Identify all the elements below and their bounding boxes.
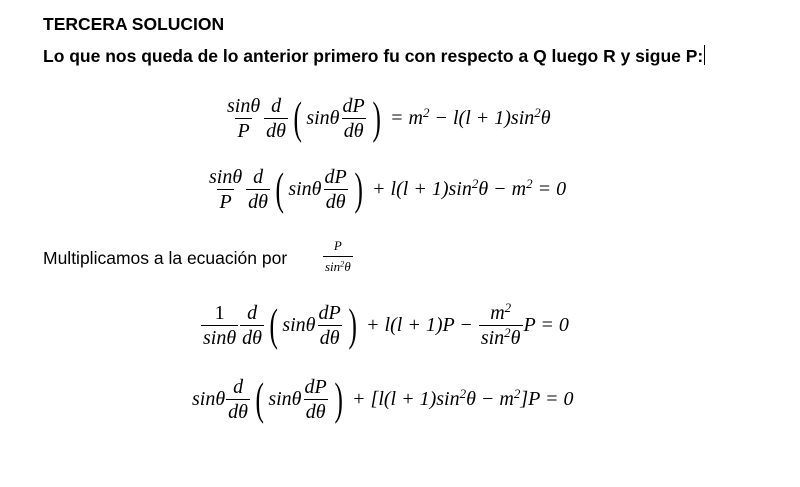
equation-2 (206, 163, 567, 214)
eq4-frac2-denominator: dθ (228, 400, 248, 423)
eq3-frac4-num-exp: 2 (504, 299, 512, 315)
eq2-frac2-numerator: d (253, 165, 264, 188)
eq3-m2-over-sin2 (479, 299, 523, 349)
eq3-rhs: P = 0 (523, 314, 569, 336)
eq1-rhs-b: − l(l + 1)sin (429, 107, 535, 129)
eq2-fraction-sin-over-p (207, 167, 244, 212)
eq3-frac3-numerator: dP (318, 301, 341, 324)
eq3-inner-sin: sinθ (282, 314, 316, 336)
eq2-frac1-denominator: P (219, 190, 232, 213)
eq4-inner-sin: sinθ (268, 388, 302, 410)
eq1-rhs (385, 104, 551, 129)
eq2-frac3-numerator: dP (324, 165, 347, 188)
eq2-left-paren: ( (275, 163, 284, 214)
eq3-frac4-den-exp: 2 (504, 324, 511, 340)
eq2-inner-sin: sinθ (288, 178, 322, 200)
eq1-frac3-numerator: dP (342, 94, 365, 117)
eq1-rhs-a: = m (390, 107, 423, 129)
eq1-frac2-numerator: d (271, 94, 282, 117)
eq1-fraction-sin-over-p (225, 96, 262, 141)
eq3-frac2-numerator: d (247, 301, 258, 324)
eq3-left-paren: ( (269, 299, 278, 350)
eq4-rhs-b: θ − m (466, 388, 514, 410)
eq2-frac1-numerator: sinθ (209, 165, 243, 188)
eq4-rhs-exp2: 2 (513, 385, 521, 401)
eq2-derivative-operator (246, 167, 270, 212)
eq3-mid-text: + l(l + 1)P − (366, 314, 473, 336)
eq1-inner-sin: sinθ (306, 107, 340, 129)
eq4-left-paren: ( (255, 373, 264, 424)
inline-fraction-denominator (323, 256, 353, 275)
eq3-frac4-num-base: m (490, 301, 505, 324)
eq4-rhs-a: + [l(l + 1)sin (352, 388, 460, 410)
inline-den-base: sin (325, 259, 341, 274)
inline-den-tail: θ (344, 259, 351, 274)
eq4-frac3-denominator: dθ (305, 400, 326, 423)
eq2-rhs-exp2: 2 (526, 175, 533, 191)
eq1-frac2-denominator: dθ (266, 119, 286, 142)
eq1-rhs-exp: 2 (423, 104, 430, 120)
eq2-rhs (367, 175, 567, 200)
eq2-frac2-denominator: dθ (248, 190, 268, 213)
eq1-derivative-operator (264, 96, 288, 141)
eq3-frac4-den-base: sin (480, 326, 505, 349)
eq4-derivative-operator (226, 377, 250, 422)
eq4-frac2-numerator: d (233, 375, 244, 398)
eq1-right-paren: ) (372, 92, 381, 143)
eq4-rhs-exp: 2 (459, 385, 467, 401)
eq4-frac3-numerator: dP (304, 375, 327, 398)
eq1-frac3-denominator: dθ (343, 119, 364, 142)
eq1-left-paren: ( (293, 92, 302, 143)
inline-den-exp: 2 (340, 258, 345, 269)
eq4-rhs (347, 385, 574, 410)
eq3-frac1-numerator: 1 (214, 301, 225, 324)
eq3-frac3-denominator: dθ (319, 326, 340, 349)
lead-sentence[interactable] (43, 45, 705, 67)
eq3-frac4-den-tail: θ (510, 326, 521, 349)
eq1-dp-dtheta (341, 96, 367, 141)
eq3-dp-dtheta (317, 303, 343, 348)
eq4-lead-sin: sinθ (192, 388, 226, 410)
eq3-frac4-numerator (488, 299, 513, 325)
eq1-frac1-numerator: sinθ (227, 94, 261, 117)
eq2-rhs-b: θ − m (478, 178, 527, 200)
eq2-right-paren: ) (354, 163, 363, 214)
eq2-rhs-a: + l(l + 1)sin (372, 178, 472, 200)
eq3-frac2-denominator: dθ (242, 326, 262, 349)
eq4-rhs-c: ]P = 0 (520, 388, 574, 410)
eq3-one-over-sin (201, 303, 238, 348)
text-cursor (704, 45, 705, 65)
inline-fraction (323, 238, 353, 275)
eq1-rhs-exp2: 2 (534, 104, 541, 120)
eq2-rhs-exp: 2 (471, 175, 479, 191)
eq3-mid (361, 315, 478, 335)
eq3-derivative-operator (240, 303, 264, 348)
equation-3 (200, 299, 569, 350)
equation-1 (224, 92, 551, 143)
inline-fraction-p-over-sin2 (322, 238, 354, 275)
eq1-rhs-c: θ (540, 107, 551, 129)
eq2-rhs-c: = 0 (532, 178, 567, 200)
lead-text: Lo que nos queda de lo anterior primero fu con respecto a Q luego R y sigue P: (43, 46, 704, 66)
equation-4 (192, 373, 574, 424)
eq2-dp-dtheta (323, 167, 349, 212)
eq3-frac1-denominator: sinθ (203, 326, 237, 349)
eq2-frac3-denominator: dθ (325, 190, 346, 213)
eq4-dp-dtheta (303, 377, 329, 422)
inline-fraction-numerator: P (333, 238, 342, 253)
eq3-frac4-denominator (479, 325, 523, 348)
eq3-right-paren: ) (348, 299, 357, 350)
multiply-sentence: Multiplicamos a la ecuación por (43, 248, 288, 268)
eq1-frac1-denominator: P (237, 119, 250, 142)
eq4-right-paren: ) (334, 373, 343, 424)
section-heading: TERCERA SOLUCION (43, 14, 225, 34)
